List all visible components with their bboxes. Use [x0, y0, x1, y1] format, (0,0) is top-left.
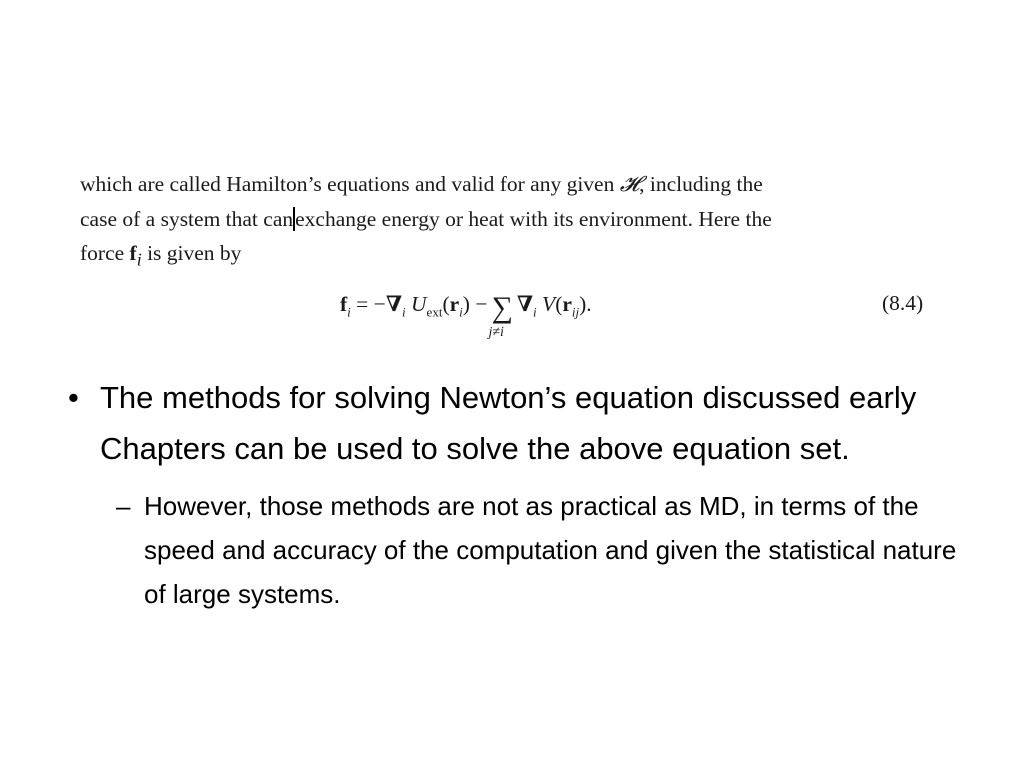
excerpt-line-1: which are called Hamilton’s equations and valid for any given 𝓗, including the: [80, 172, 763, 197]
equation-number: (8.4): [882, 291, 924, 315]
sub-bullet-item: [116, 484, 968, 616]
excerpt-line-3: force $f_i$ is given by: [80, 241, 242, 270]
hamiltonian-symbol: 𝓗: [619, 172, 640, 197]
bullet-text: The methods for solving Newton’s equation discussed early Chapters can be used to solve the above equation set.: [100, 380, 917, 466]
bullet-marker: •: [68, 380, 79, 415]
summation-symbol: ∑ j≠i: [488, 291, 513, 340]
excerpt-line-2: case of a system that canexchange energy or heat with its environment. Here the: [80, 207, 772, 231]
book-excerpt-image: [80, 167, 940, 357]
bullet-list: [68, 372, 968, 616]
sub-bullet-text: However, those methods are not as practical as MD, in terms of the speed and accuracy of the computation and given the statistical nature of large systems.: [144, 491, 957, 609]
bullet-item: [68, 372, 968, 474]
excerpt-paragraph: [80, 167, 940, 276]
force-equation: $f_i = -\nabla_i$ $U_{ext}(r_i)$ − ∑ j≠i $\nabla_i$ $V(r_{ij})$.: [340, 291, 592, 340]
dash-marker: –: [116, 491, 131, 521]
